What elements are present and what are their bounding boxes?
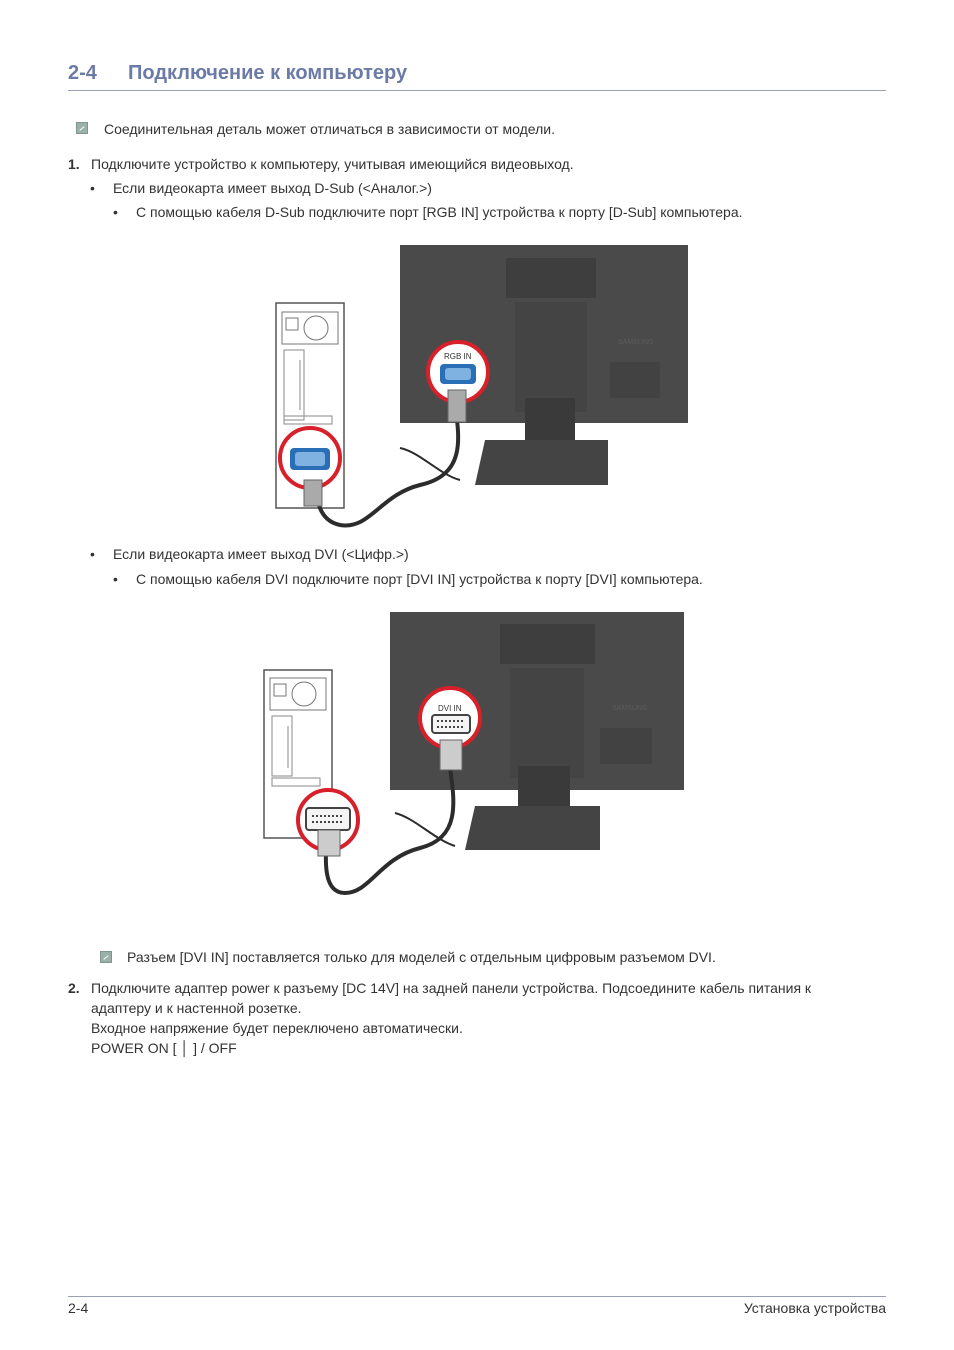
bullet-marker: • <box>90 546 95 562</box>
step2-number: 2. <box>68 980 80 996</box>
dsub-sub-text: С помощью кабеля D-Sub подключите порт [RGB IN] устройства к порту [D-Sub] компьютера. <box>136 204 743 220</box>
note-icon <box>100 951 112 963</box>
monitor-brand: SAMSUNG <box>618 339 654 346</box>
dvi-sub-text: С помощью кабеля DVI подключите порт [DVI IN] устройства к порту [DVI] компьютера. <box>136 571 703 587</box>
step2-line3: Входное напряжение будет переключено автоматически. <box>91 1020 463 1036</box>
dsub-bullet-text: Если видеокарта имеет выход D-Sub (<Аналог.>) <box>113 180 432 196</box>
step1-number: 1. <box>68 156 80 172</box>
footer-rule <box>68 1296 886 1297</box>
monitor-brand: SAMSUNG <box>612 705 648 712</box>
bullet-marker: • <box>113 571 118 587</box>
dvi-in-label: DVI IN <box>438 704 462 713</box>
step2-line1: Подключите адаптер power к разъему [DC 14V] на задней панели устройства. Подсоедините кабель питания к <box>91 980 812 996</box>
step2-line4: POWER ON [ │ ] / OFF <box>91 1040 237 1056</box>
dvi-note-text: Разъем [DVI IN] поставляется только для моделей с отдельным цифровым разъемом DVI. <box>127 949 716 965</box>
note-icon <box>76 122 88 134</box>
bullet-marker: • <box>90 180 95 196</box>
footer-section-name: Установка устройства <box>743 1300 886 1316</box>
dvi-bullet-text: Если видеокарта имеет выход DVI (<Цифр.>) <box>113 546 409 562</box>
section-title: Подключение к компьютеру <box>128 62 408 84</box>
section-heading <box>68 62 886 91</box>
dsub-connection-illustration <box>270 240 700 540</box>
rgb-in-label: RGB IN <box>444 352 472 361</box>
bullet-marker: • <box>113 204 118 220</box>
pc-port-callout <box>298 790 358 856</box>
step2-line2: адаптеру и к настенной розетке. <box>91 1000 302 1016</box>
note-top-text: Соединительная деталь может отличаться в зависимости от модели. <box>104 121 555 137</box>
step1-text: Подключите устройство к компьютеру, учитывая имеющийся видеовыход. <box>91 156 574 172</box>
section-number: 2-4 <box>68 62 97 84</box>
footer-page-number: 2-4 <box>68 1300 89 1316</box>
dvi-connection-illustration <box>260 608 690 908</box>
